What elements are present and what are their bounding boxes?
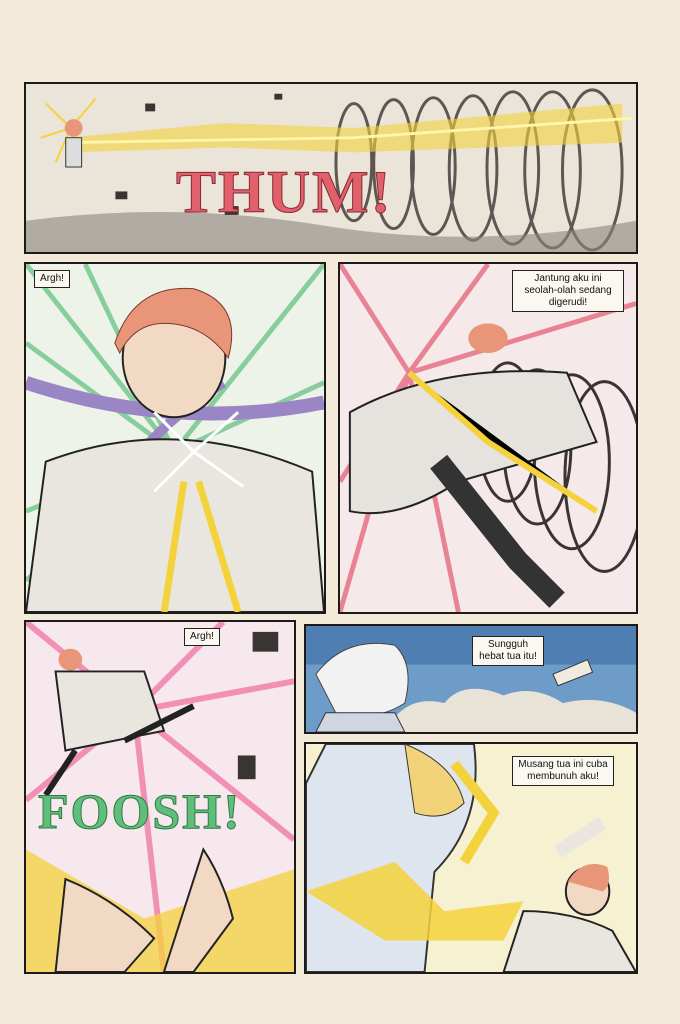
speech-bubble-p6: Musang tua ini cuba membunuh aku!: [512, 756, 614, 786]
sfx-thum: THUM!: [176, 159, 393, 225]
speech-bubble-p4: Argh!: [184, 628, 220, 646]
panel-3: [338, 262, 638, 614]
speech-bubble-p5: Sungguh hebat tua itu!: [472, 636, 544, 666]
panel-2-artwork: [26, 264, 324, 612]
panel-3-artwork: [340, 264, 636, 612]
speech-bubble-p2: Argh!: [34, 270, 70, 288]
panel-6: [304, 742, 638, 974]
speech-bubble-p3: Jantung aku ini seolah-olah sedang digerudi!: [512, 270, 624, 312]
panel-5: [304, 624, 638, 734]
panel-4: [24, 620, 296, 974]
panel-1: [24, 82, 638, 254]
panel-2: [24, 262, 326, 614]
sfx-foosh: FOOSH!: [38, 783, 242, 839]
panel-5-artwork: [306, 626, 636, 732]
